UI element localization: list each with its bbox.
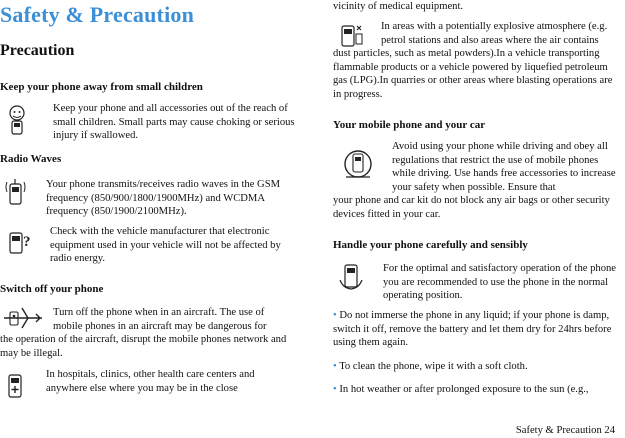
bullet-text: To clean the phone, wipe it with a soft cloth. (339, 361, 528, 372)
switchoff-heading: Switch off your phone (0, 283, 104, 295)
explosive-text-b: dust particles, such as metal powders).In a vehicle transporting flammable products or a vehicle powered by liquefied petroleum gas (LPG).In quarries or other areas where blasting operations are in progress. (333, 48, 613, 100)
aircraft-phone-icon (2, 304, 44, 332)
car-heading: Your mobile phone and your car (333, 119, 486, 131)
hospital-text: In hospitals, clinics, other health care centers and anywhere else where you may be in the close (46, 369, 255, 394)
bullet-item-1 (333, 309, 623, 350)
aircraft-text-b: the operation of the aircraft, disrupt the mobile phones network and may be illegal. (0, 334, 287, 359)
bullet-item-2 (333, 360, 623, 374)
bullet-icon: • (333, 384, 337, 395)
hospital-phone-icon (4, 370, 28, 402)
handle-phone-icon (337, 262, 365, 292)
radio-heading: Radio Waves (0, 153, 62, 165)
bullet-icon: • (333, 310, 337, 321)
vehicle-text: Check with the vehicle manufacturer that electronic equipment used in your vehicle will not be affected by radio energy. (50, 226, 281, 265)
page-title: Safety & Precaution (0, 2, 195, 27)
radio-phone-icon (4, 178, 28, 208)
radio-text: Your phone transmits/receives radio waves in the GSM frequency (850/900/1800/1900MHz) and WCDMA frequency (850/1900/2100MHz). (46, 179, 281, 218)
explosive-text-a: In areas with a potentially explosive atmosphere (e.g. petrol stations and also areas where the air contains (381, 21, 608, 46)
aircraft-text-a: Turn off the phone when in an aircraft. The use of mobile phones in an aircraft may be dangerous for (53, 307, 267, 332)
children-text: Keep your phone and all accessories out of the reach of small children. Small parts may cause choking or serious injury if swallowed. (53, 103, 295, 142)
car-text-b: your phone and car kit do not block any air bags or other security devices fitted in your car. (333, 195, 610, 220)
question-phone-icon (8, 228, 34, 258)
handle-text: For the optimal and satisfactory operation of the phone you are recommended to use the phone in the normal operating position. (383, 263, 617, 302)
bullet-item-3 (333, 383, 623, 397)
handle-heading: Handle your phone carefully and sensibly (333, 239, 528, 251)
explosive-phone-icon (339, 22, 365, 50)
children-heading: Keep your phone away from small children (0, 81, 203, 93)
bullet-text: In hot weather or after prolonged exposure to the sun (e.g., (339, 384, 589, 395)
bullet-text: Do not immerse the phone in any liquid; if your phone is damp, switch it off, remove the battery and let them dry for 24hrs before using them again. (333, 310, 612, 349)
child-phone-icon (4, 104, 30, 136)
page-number: Safety & Precaution 24 (515, 425, 615, 436)
medical-cont-text: vicinity of medical equipment. (333, 1, 464, 12)
car-phone-icon (342, 147, 374, 183)
svg-text:?: ? (23, 234, 31, 250)
section-subtitle: Precaution (0, 42, 75, 59)
bullet-icon: • (333, 361, 337, 372)
car-text-a: Avoid using your phone while driving and obey all regulations that restrict the use of mobile phones while driving. Use hands free accessories to increase your safety when possible. Ensure that (392, 141, 616, 193)
